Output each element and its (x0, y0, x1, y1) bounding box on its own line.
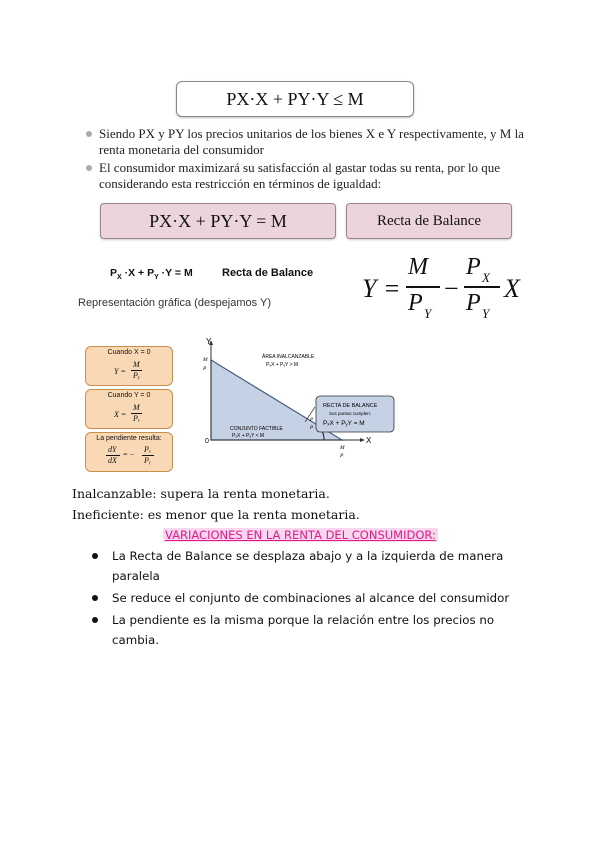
variations-bullet-3: La pendiente es la misma porque la relación entre los precios no cambia. (90, 610, 530, 650)
variations-title: VARIACIONES EN LA RENTA DEL CONSUMIDOR: (165, 528, 436, 542)
conjunto-title: CONJUNTO FACTIBLE (230, 426, 283, 432)
x-intercept-den: P (340, 453, 344, 459)
slope-num: P (310, 418, 314, 423)
small-recta-label: Recta de Balance (222, 267, 314, 279)
big-equation: Y = M P Y − P X P Y X (362, 254, 520, 321)
intro-bullet-list (84, 126, 524, 194)
recta-callout-sub: Sus puntos cumplen: (329, 411, 372, 416)
variations-bullet-1: La Recta de Balance se desplaza abajo y a la izquierda de manera paralela (90, 546, 530, 586)
budget-inequality-box (176, 81, 414, 117)
slope-den: P (310, 426, 314, 431)
recta-balance-box (346, 203, 512, 239)
x-axis-label: X (366, 436, 372, 445)
budget-inequality: PX·X + PY·Y ≤ M (226, 88, 364, 109)
budget-equality: PX·X + PY·Y = M (149, 210, 287, 231)
intro-bullet-2: El consumidor maximizará su satisfacción al gastar todas su renta, por lo que considerando esta restricción en términos de igualdad: (84, 160, 524, 192)
small-equation: $P_X \cdot X + P_Y \cdot Y = M$ (110, 267, 193, 282)
ineficiente-text: Ineficiente: es menor que la renta monetaria. (72, 507, 360, 522)
inalcanzable-text: Inalcanzable: supera la renta monetaria. (72, 486, 330, 501)
variations-bullet-list (90, 546, 530, 652)
representation-text: Representación gráfica (despejamos Y) (78, 297, 272, 309)
card-y-zero: Cuando Y = 0 X = M Pₓ (85, 389, 173, 429)
intro-bullet-1: Siendo PX y PY los precios unitarios de los bienes X e Y respectivamente, y M la renta monetaria del consumidor (84, 126, 524, 158)
area-inalcanzable-expr: PₓX + PᵧY > M (266, 362, 299, 368)
y-axis-label: Y (206, 337, 212, 346)
y-intercept-den: P (203, 366, 207, 372)
variations-bullet-2: Se reduce el conjunto de combinaciones al alcance del consumidor (90, 588, 530, 608)
card-x-zero: Cuando X = 0 Y = M Pᵧ (85, 346, 173, 386)
x-arrow-icon (360, 438, 365, 442)
card-slope: La pendiente resulta: dY dX = − Pₓ Pᵧ (85, 432, 173, 472)
budget-graph (196, 336, 396, 484)
budget-equality-box (100, 203, 336, 239)
recta-callout-title: RECTA DE BALANCE (323, 403, 378, 409)
recta-callout-expr: PₓX + PᵧY = M (323, 420, 365, 427)
y-intercept-num: M (203, 357, 208, 363)
recta-balance-label: Recta de Balance (376, 212, 482, 229)
conjunto-expr: PₓX + PᵧY < M (232, 433, 265, 439)
origin-label: 0 (205, 438, 209, 445)
area-inalcanzable-title: ÁREA INALCANZABLE (262, 354, 315, 360)
x-intercept-num: M (340, 445, 345, 451)
